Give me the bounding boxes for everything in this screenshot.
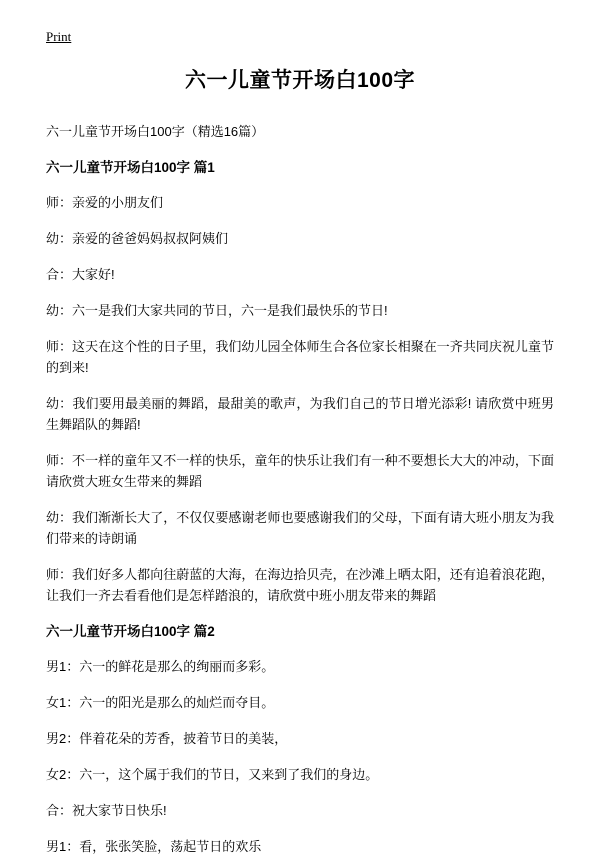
paragraph: 师：亲爱的小朋友们 <box>46 195 164 210</box>
paragraph: 幼：亲爱的爸爸妈妈叔叔阿姨们 <box>46 231 229 246</box>
paragraph: 合：祝大家节日快乐! <box>46 803 167 818</box>
paragraph: 男1：看，张张笑脸，荡起节日的欢乐 <box>46 839 262 854</box>
section-heading-1: 六一儿童节开场白100字 篇1 <box>46 160 215 175</box>
intro-paragraph: 六一儿童节开场白100字（精选16篇） <box>46 124 265 139</box>
paragraph: 男2：伴着花朵的芳香，披着节日的美装， <box>46 731 288 746</box>
paragraph: 男1：六一的鲜花是那么的绚丽而多彩。 <box>46 659 275 674</box>
paragraph: 师：我们好多人都向往蔚蓝的大海，在海边拾贝壳，在沙滩上晒太阳，还有追着浪花跑，让我们一齐去看看他们是怎样踏浪的，请欣赏中班小朋友带来的舞蹈 <box>46 567 554 603</box>
paragraph: 女2：六一，这个属于我们的节日，又来到了我们的身边。 <box>46 767 379 782</box>
paragraph: 幼：我们要用最美丽的舞蹈，最甜美的歌声，为我们自己的节日增光添彩! 请欣赏中班男生舞蹈队的舞蹈! <box>46 396 554 432</box>
paragraph: 幼：六一是我们大家共同的节日，六一是我们最快乐的节日! <box>46 303 388 318</box>
print-link[interactable]: Print <box>46 29 72 44</box>
paragraph: 女1：六一的阳光是那么的灿烂而夺目。 <box>46 695 275 710</box>
paragraph: 合：大家好! <box>46 267 115 282</box>
section-heading-2: 六一儿童节开场白100字 篇2 <box>46 624 215 639</box>
paragraph: 师：这天在这个性的日子里，我们幼儿园全体师生合各位家长相聚在一齐共同庆祝儿童节的到来! <box>46 339 554 375</box>
paragraph: 幼：我们渐渐长大了，不仅仅要感谢老师也要感谢我们的父母，下面有请大班小朋友为我们带来的诗朗诵 <box>46 510 554 546</box>
paragraph: 师：不一样的童年又不一样的快乐，童年的快乐让我们有一种不要想长大大的冲动，下面请欣赏大班女生带来的舞蹈 <box>46 453 554 489</box>
page-title: 六一儿童节开场白100字 <box>184 69 416 92</box>
